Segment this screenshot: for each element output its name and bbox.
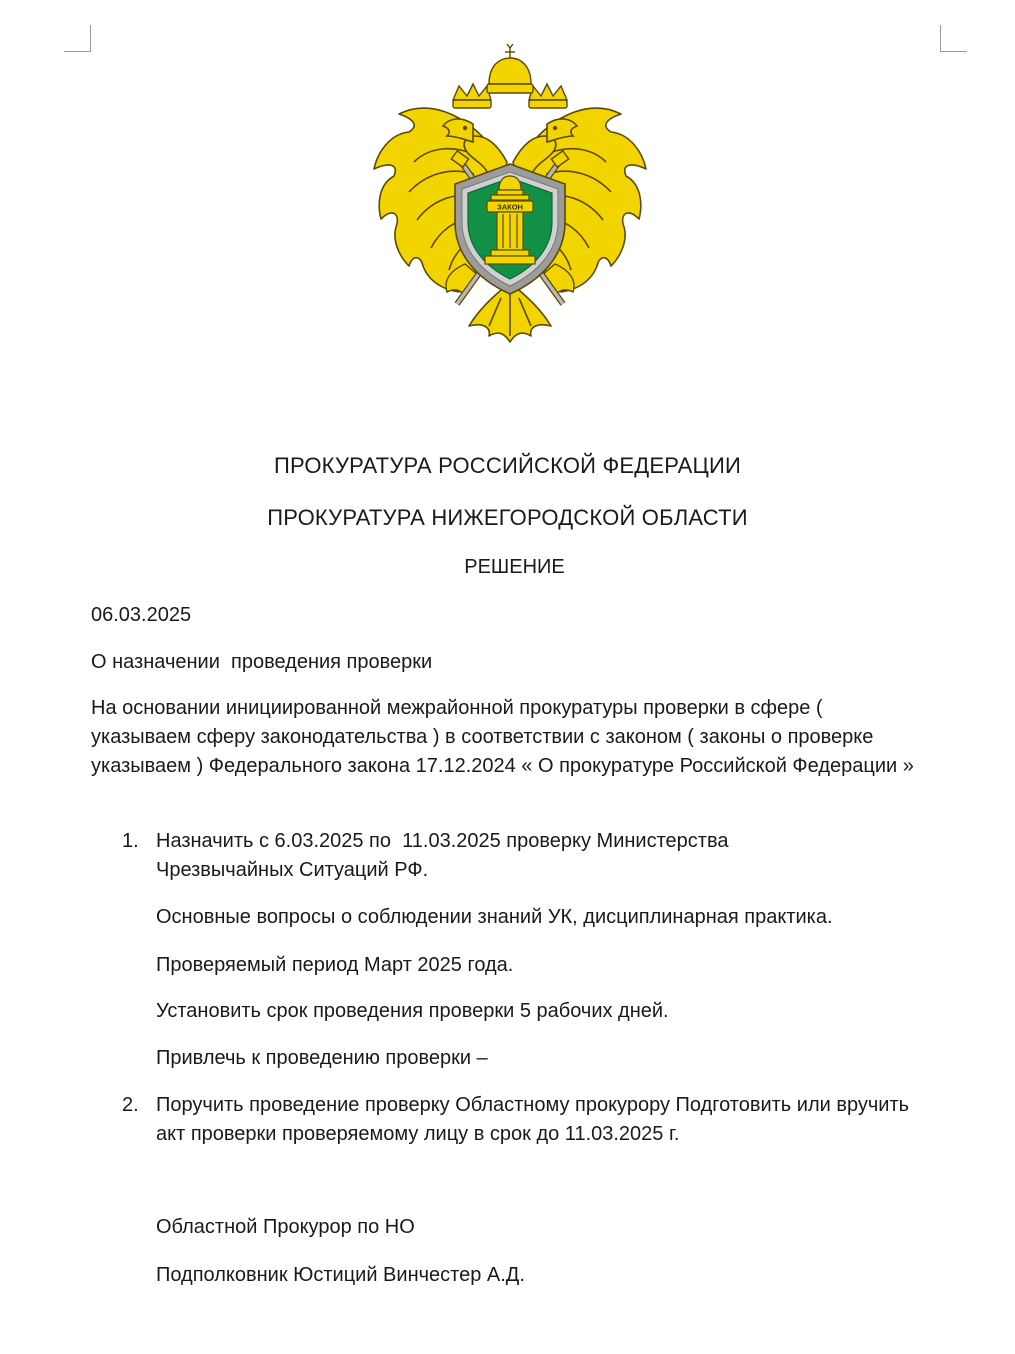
page-corner-mark-top-right — [940, 25, 967, 52]
basis-paragraph: На основании инициированной межрайонной прокуратуры проверки в сфере ( указываем сферу законодательства ) в соответствии с законом ( законы о проверке указываем ) Федерального закона 17.12.2024 « О прокуратуре Российской Федерации » — [91, 697, 914, 777]
org-title-regional: ПРОКУРАТУРА НИЖЕГОРОДСКОЙ ОБЛАСТИ — [267, 505, 748, 530]
list-item-number: 1. — [122, 830, 139, 852]
document-date: 06.03.2025 — [91, 604, 192, 626]
list-item-text: Поручить проведение проверку Областному прокурору Подготовить или вручить акт проверки проверяемому лицу в срок до 11.03.2025 г. — [156, 1094, 910, 1145]
emblem-inscription: ЗАКОН — [497, 202, 523, 212]
page-corner-mark-top-left — [64, 25, 91, 52]
list-item-detail: Привлечь к проведению проверки – — [156, 1047, 488, 1069]
list-item-detail: Установить срок проведения проверки 5 рабочих дней. — [156, 1000, 669, 1022]
org-title-federal: ПРОКУРАТУРА РОССИЙСКОЙ ФЕДЕРАЦИИ — [273, 453, 742, 478]
list-item-text: Назначить с 6.03.2025 по 11.03.2025 проверку Министерства Чрезвычайных Ситуаций РФ. — [156, 830, 735, 881]
document-type: РЕШЕНИЕ — [464, 556, 565, 578]
prosecutor-emblem — [369, 44, 651, 344]
emblem-heads — [443, 119, 577, 142]
list-item-number: 2. — [122, 1094, 139, 1116]
signatory-name: Подполковник Юстиций Винчестер А.Д. — [156, 1264, 525, 1286]
list-item-detail: Основные вопросы о соблюдении знаний УК, дисциплинарная практика. — [156, 906, 833, 928]
emblem-crowns — [453, 44, 567, 108]
document-subject: О назначении проведения проверки — [91, 651, 433, 673]
signatory-position: Областной Прокурор по НО — [156, 1216, 415, 1238]
list-item-detail: Проверяемый период Март 2025 года. — [156, 954, 514, 976]
